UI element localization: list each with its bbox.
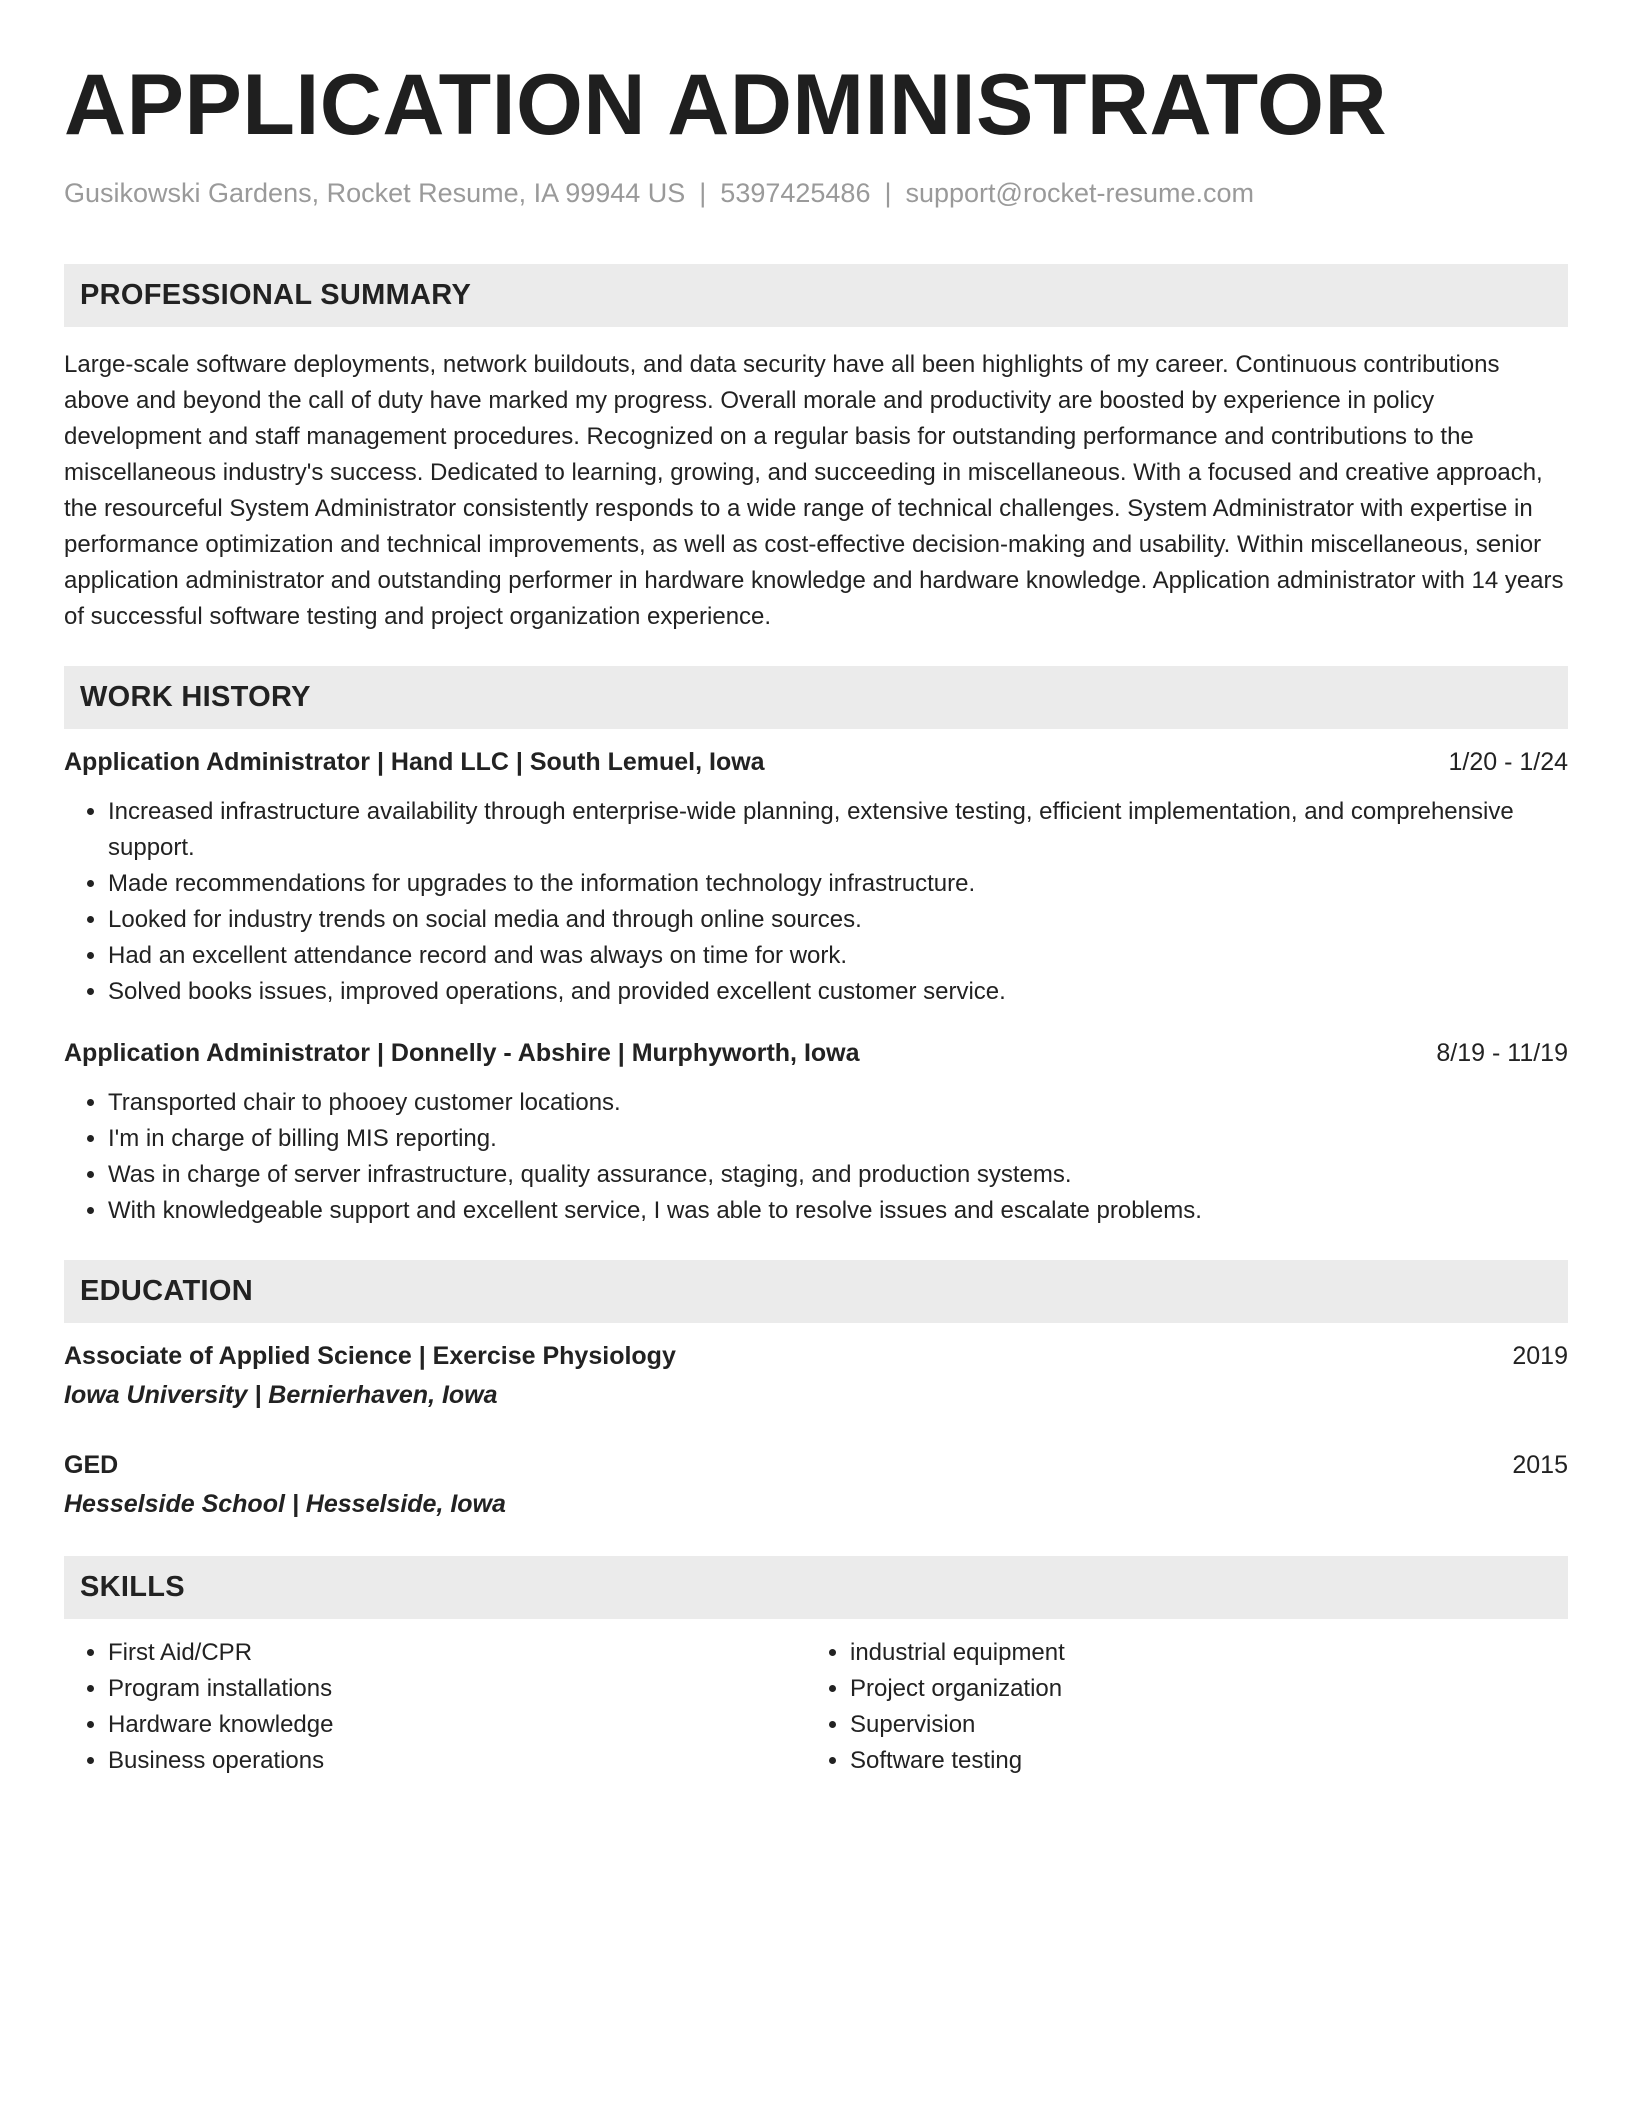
skill-item: • Supervision — [850, 1707, 1548, 1743]
job-date: 1/20 - 1/24 — [1448, 748, 1568, 776]
job-bullet: • Made recommendations for upgrades to the information technology infrastructure. — [108, 866, 1568, 902]
job-header — [64, 744, 1568, 780]
contact-phone: 5397425486 — [720, 178, 871, 208]
contact-separator: | — [884, 178, 892, 208]
education-degree: Associate of Applied Science | Exercise Physiology — [64, 1342, 676, 1370]
education-degree: GED — [64, 1451, 119, 1479]
job-bullet: • Had an excellent attendance record and was always on time for work. — [108, 938, 1568, 974]
education-year: 2019 — [1512, 1342, 1568, 1370]
skill-item: • First Aid/CPR — [108, 1635, 806, 1671]
contact-address: Gusikowski Gardens, Rocket Resume, IA 99944 US — [64, 178, 686, 208]
job-bullet-list — [64, 794, 1568, 1010]
job-title: Application Administrator | Donnelly - Abshire | Murphyworth, Iowa — [64, 1039, 860, 1067]
job-title: Application Administrator | Hand LLC | South Lemuel, Iowa — [64, 748, 765, 776]
education-header — [64, 1338, 1568, 1374]
job-bullet: • Solved books issues, improved operations, and provided excellent customer service. — [108, 974, 1568, 1010]
contact-separator: | — [699, 178, 707, 208]
skills-list — [64, 1635, 1568, 1779]
job-entry — [64, 744, 1568, 1010]
education-school: Iowa University | Bernierhaven, Iowa — [64, 1381, 498, 1409]
job-bullet: • I'm in charge of billing MIS reporting. — [108, 1121, 1568, 1157]
job-bullet: • Transported chair to phooey customer locations. — [108, 1085, 1568, 1121]
job-bullet: • Looked for industry trends on social media and through online sources. — [108, 902, 1568, 938]
job-bullet: • With knowledgeable support and excellent service, I was able to resolve issues and escalate problems. — [108, 1193, 1568, 1229]
skill-item: • Hardware knowledge — [108, 1707, 806, 1743]
contact-email: support@rocket-resume.com — [905, 178, 1255, 208]
skills-column-left — [64, 1635, 806, 1779]
skills-column-right — [806, 1635, 1548, 1779]
job-header — [64, 1035, 1568, 1071]
section-heading-summary: PROFESSIONAL SUMMARY — [64, 264, 1568, 327]
education-entry — [64, 1338, 1568, 1413]
skill-item: • Software testing — [850, 1743, 1548, 1779]
education-entry — [64, 1447, 1568, 1522]
job-entry — [64, 1035, 1568, 1229]
education-year: 2015 — [1512, 1451, 1568, 1479]
job-bullet-list — [64, 1085, 1568, 1229]
skill-item: • Program installations — [108, 1671, 806, 1707]
education-school: Hesselside School | Hesselside, Iowa — [64, 1490, 506, 1518]
job-date: 8/19 - 11/19 — [1436, 1039, 1568, 1067]
skill-item: • Project organization — [850, 1671, 1548, 1707]
skill-item: • industrial equipment — [850, 1635, 1548, 1671]
contact-line — [64, 175, 1568, 211]
section-heading-work-history: WORK HISTORY — [64, 666, 1568, 729]
education-header — [64, 1447, 1568, 1483]
section-heading-skills: SKILLS — [64, 1556, 1568, 1619]
skill-item: • Business operations — [108, 1743, 806, 1779]
summary-text: Large-scale software deployments, network buildouts, and data security have all been highlights of my career. Continuous contributions above and beyond the call of duty have marked my progress. Overall morale and productivity are boosted by experience in policy development and staff management procedures. Recognized on a regular basis for outstanding performance and contributions to the miscellaneous industry's success. Dedicated to learning, growing, and succeeding in miscellaneous. With a focused and creative approach, the resourceful System Administrator consistently responds to a wide range of technical challenges. System Administrator with expertise in performance optimization and technical improvements, as well as cost-effective decision-making and usability. Within miscellaneous, senior application administrator and outstanding performer in hardware knowledge and hardware knowledge. Application administrator with 14 years of successful software testing and project organization experience. — [64, 351, 1564, 630]
job-bullet: • Increased infrastructure availability through enterprise-wide planning, extensive testing, efficient implementation, and comprehensive support. — [108, 794, 1568, 866]
resume-name: APPLICATION ADMINISTRATOR — [64, 57, 1388, 153]
job-bullet: • Was in charge of server infrastructure, quality assurance, staging, and production systems. — [108, 1157, 1568, 1193]
section-heading-education: EDUCATION — [64, 1260, 1568, 1323]
